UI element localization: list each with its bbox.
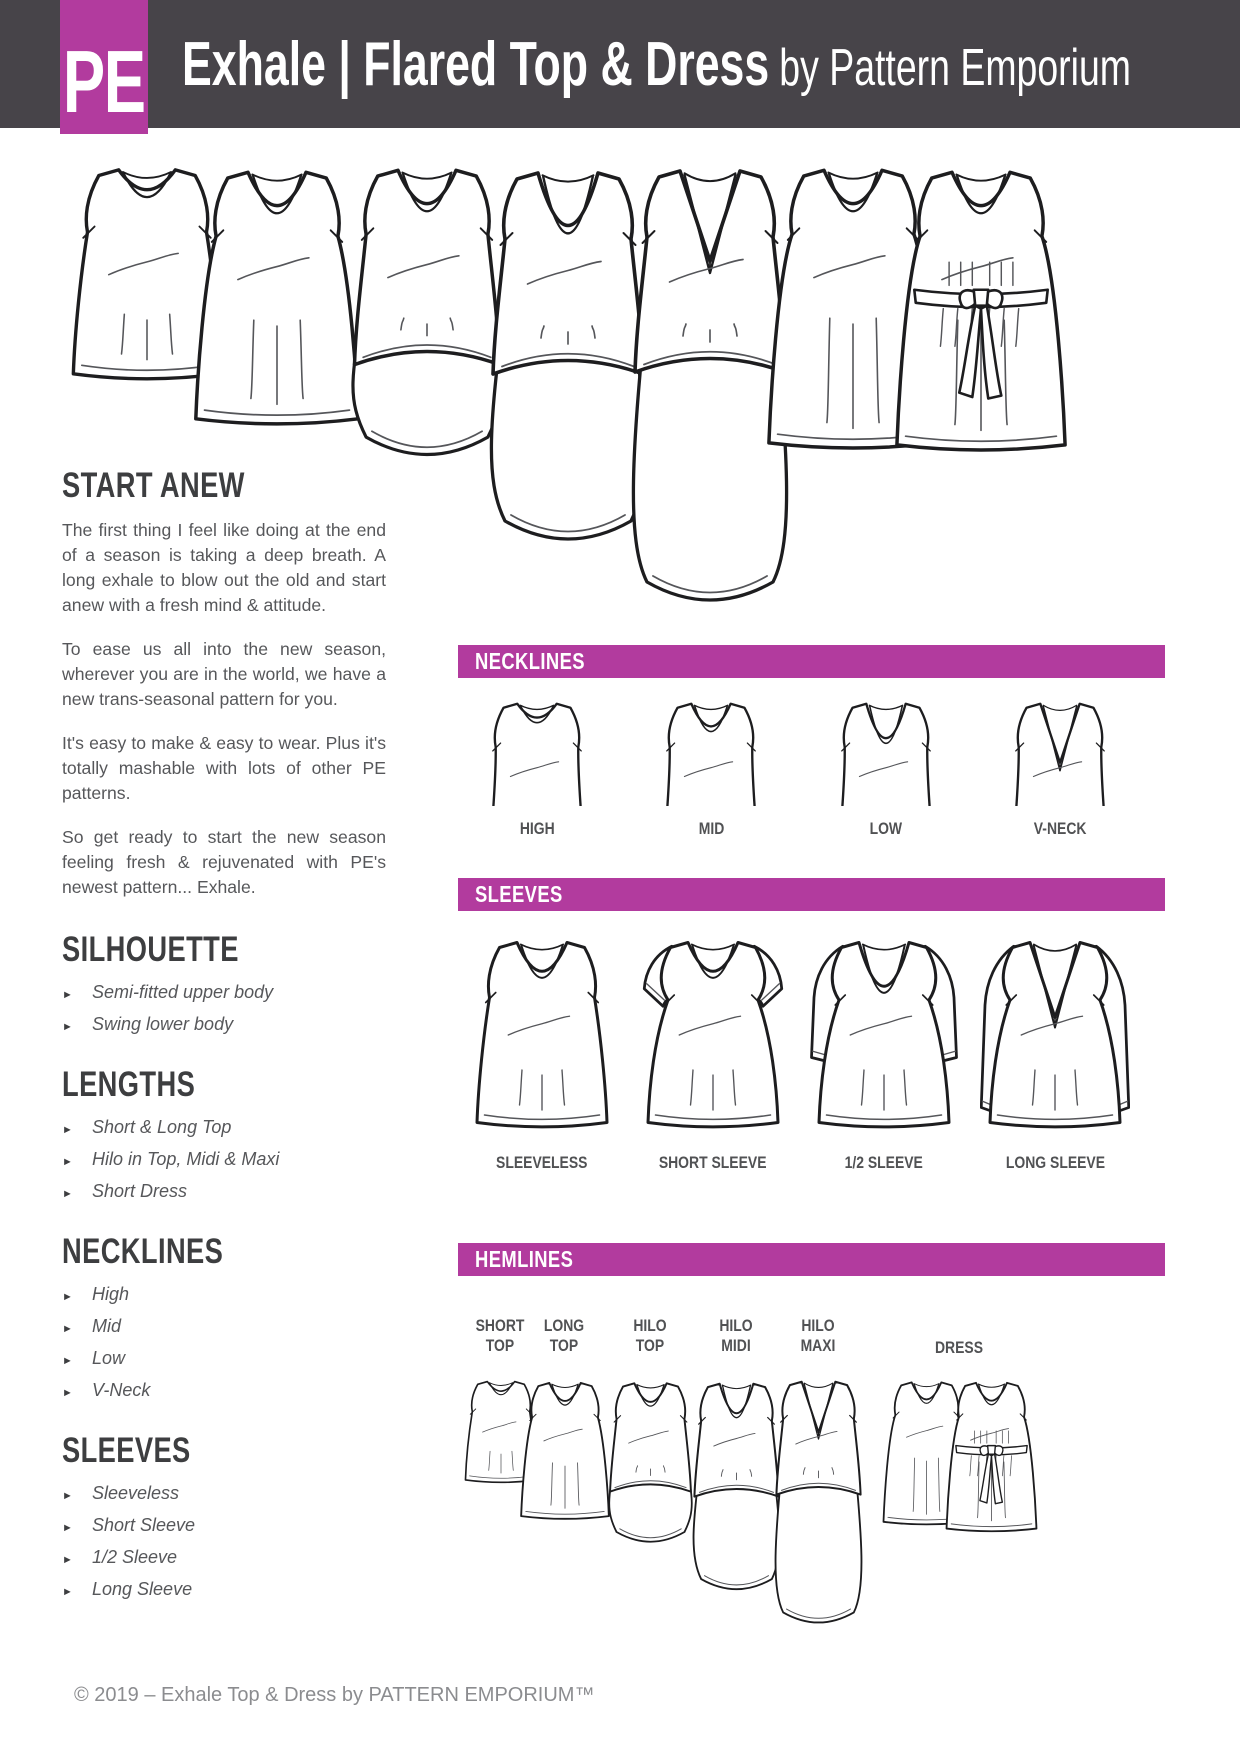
- section-heading-text: SLEEVES: [62, 1431, 191, 1470]
- hemlines-panel: [458, 1243, 1165, 1613]
- hero-sketch-dress-with-tie: [894, 152, 1068, 465]
- bullet-triangle-icon: ►: [62, 1323, 73, 1335]
- feature-list-item-label: Hilo in Top, Midi & Maxi: [92, 1149, 280, 1169]
- bullet-triangle-icon: ►: [62, 1156, 73, 1168]
- hemline-sketch-hilo-maxi: [768, 1370, 869, 1636]
- figure-label: LOW: [869, 819, 902, 839]
- feature-list-item: [62, 982, 386, 1003]
- hemline-label-hilo-maxi: [770, 1316, 866, 1355]
- copyright-line: © 2019 – Exhale Top & Dress by PATTERN EMPORIUM™: [74, 1684, 595, 1706]
- feature-list: [62, 1483, 386, 1600]
- bullet-triangle-icon: ►: [62, 1021, 73, 1033]
- garment-drawing: [945, 1372, 1038, 1539]
- feature-list-item: [62, 1579, 386, 1600]
- bullet-triangle-icon: ►: [62, 1490, 73, 1502]
- sketch-top-short-sleeve: [638, 925, 788, 1145]
- feature-list-item-label: V-Neck: [92, 1380, 151, 1400]
- feature-list-item-label: Mid: [92, 1316, 122, 1336]
- figure-tank-mid: [636, 690, 786, 839]
- feature-list: [62, 1284, 386, 1401]
- garment-drawing: [980, 925, 1130, 1140]
- bullet-triangle-icon: ►: [62, 1554, 73, 1566]
- hemline-label-line: MIDI: [721, 1335, 751, 1355]
- section-heading-text: LENGTHS: [62, 1065, 196, 1104]
- figure-label: MID: [698, 819, 725, 839]
- feature-list-item-label: Long Sleeve: [92, 1579, 193, 1599]
- intro-paragraph: The first thing I feel like doing at the end of a season is taking a deep breath. A long exhale to blow out the old and start anew with a fresh mind & attitude.: [62, 520, 386, 615]
- garment-drawing: [638, 925, 788, 1140]
- feature-list-item: [62, 1547, 386, 1568]
- sleeves-banner: SLEEVES: [458, 878, 1165, 911]
- hemline-label-line: DRESS: [934, 1338, 984, 1357]
- intro-paragraph: To ease us all into the new season, wherever you are in the world, we have a new trans-seasonal pattern for you.: [62, 639, 386, 709]
- sketch-top-sleeveless: [467, 925, 617, 1145]
- figure-label: 1/2 SLEEVE: [844, 1153, 924, 1172]
- feature-list-item-label: Semi-fitted upper body: [92, 982, 274, 1002]
- feature-list-item-label: High: [92, 1284, 130, 1304]
- feature-list-item: [62, 1348, 386, 1369]
- garment-drawing: [1001, 690, 1119, 806]
- figure-tank-high: [462, 690, 612, 839]
- hemline-label-line: HILO: [801, 1316, 835, 1335]
- garment-drawing: [894, 152, 1068, 465]
- bullet-triangle-icon: ►: [62, 1291, 73, 1303]
- garment-drawing: [827, 690, 945, 806]
- hemline-label-dress: [911, 1338, 1007, 1358]
- feature-list-item: [62, 1117, 386, 1138]
- left-column: [62, 466, 386, 1611]
- hemline-label-line: SHORT: [475, 1316, 525, 1335]
- bullet-triangle-icon: ►: [62, 989, 73, 1001]
- necklines-panel: [458, 645, 1165, 839]
- sketch-tank-high: [478, 690, 596, 811]
- hemline-label-line: HILO: [633, 1316, 667, 1335]
- bullet-triangle-icon: ►: [62, 1355, 73, 1367]
- hemline-sketch-long-top: [518, 1372, 612, 1527]
- figure-label: SHORT SLEEVE: [659, 1153, 767, 1172]
- hemline-label-line: TOP: [635, 1335, 665, 1355]
- feature-list-item: [62, 1380, 386, 1401]
- intro-paragraph: It's easy to make & easy to wear. Plus it's totally mashable with lots of other PE patterns.: [62, 733, 386, 803]
- sleeves-panel: [458, 878, 1165, 1173]
- figure-top-short-sleeve: [633, 925, 793, 1173]
- hemline-label-line: TOP: [485, 1335, 515, 1355]
- hemline-label-line: HILO: [719, 1316, 753, 1335]
- feature-list-item: [62, 1149, 386, 1170]
- hemline-label-line: LONG: [543, 1316, 585, 1335]
- garment-drawing: [602, 1372, 699, 1555]
- figure-top-half-sleeve: [804, 925, 964, 1173]
- feature-list-item: [62, 1316, 386, 1337]
- figure-top-long-sleeve: [975, 925, 1135, 1173]
- garment-drawing: [478, 690, 596, 806]
- figure-top-sleeveless: [462, 925, 622, 1173]
- feature-list-item: [62, 1483, 386, 1504]
- hemline-label-long-top: [516, 1316, 612, 1355]
- garment-drawing: [768, 1370, 869, 1636]
- figure-label: V-NECK: [1033, 819, 1087, 839]
- bullet-triangle-icon: ►: [62, 1586, 73, 1598]
- feature-list-item-label: Short Sleeve: [92, 1515, 196, 1535]
- feature-list-item: [62, 1014, 386, 1035]
- section-heading-silhouette: [62, 930, 386, 970]
- feature-list-item-label: Short & Long Top: [92, 1117, 232, 1137]
- feature-list-item-label: 1/2 Sleeve: [92, 1547, 178, 1567]
- sleeves-figure-row: [458, 925, 1165, 1173]
- bullet-triangle-icon: ►: [62, 1188, 73, 1200]
- garment-drawing: [652, 690, 770, 806]
- section-heading-text: NECKLINES: [62, 1232, 224, 1271]
- figure-tank-v: [985, 690, 1135, 839]
- hero-sketch-long-top: [190, 152, 364, 439]
- figure-tank-low: [811, 690, 961, 839]
- necklines-figure-row: [458, 690, 1165, 839]
- bullet-triangle-icon: ►: [62, 1387, 73, 1399]
- feature-list: [62, 1117, 386, 1202]
- bullet-triangle-icon: ►: [62, 1124, 73, 1136]
- hemline-label-line: MAXI: [800, 1335, 836, 1355]
- section-heading-sleeves: [62, 1431, 386, 1471]
- figure-label: SLEEVELESS: [496, 1153, 588, 1172]
- bullet-triangle-icon: ►: [62, 1522, 73, 1534]
- sketch-top-long-sleeve: [980, 925, 1130, 1145]
- section-heading-necklines: [62, 1232, 386, 1272]
- sketch-tank-v: [1001, 690, 1119, 811]
- section-heading-text: SILHOUETTE: [62, 930, 239, 969]
- pe-logo-text: PE: [63, 32, 145, 131]
- feature-list-item-label: Swing lower body: [92, 1014, 234, 1034]
- hemline-sketch-dress-with-tie: [945, 1372, 1038, 1539]
- feature-list-item-label: Sleeveless: [92, 1483, 180, 1503]
- page-title-by: by Pattern Emporium: [779, 38, 1131, 97]
- intro-paragraphs: [62, 518, 386, 900]
- feature-list-item: [62, 1515, 386, 1536]
- garment-drawing: [809, 925, 959, 1140]
- intro-paragraph: So get ready to start the new season feeling fresh & rejuvenated with PE's newest pattern... Exhale.: [62, 827, 386, 897]
- feature-list-item: [62, 1284, 386, 1305]
- feature-list-item-label: Short Dress: [92, 1181, 188, 1201]
- garment-drawing: [518, 1372, 612, 1527]
- necklines-banner: NECKLINES: [458, 645, 1165, 678]
- section-heading-lengths: [62, 1065, 386, 1105]
- feature-list: [62, 982, 386, 1035]
- hemlines-banner: HEMLINES: [458, 1243, 1165, 1276]
- figure-label: LONG SLEEVE: [1005, 1153, 1105, 1172]
- hemline-label-hilo-top: [602, 1316, 698, 1355]
- garment-drawing: [190, 152, 364, 439]
- hemline-label-line: TOP: [549, 1335, 579, 1355]
- intro-heading: START ANEW: [62, 466, 245, 505]
- feature-list-item-label: Low: [92, 1348, 126, 1368]
- sketch-tank-mid: [652, 690, 770, 811]
- hemline-sketch-hilo-top: [602, 1372, 699, 1555]
- sketch-tank-low: [827, 690, 945, 811]
- sketch-top-half-sleeve: [809, 925, 959, 1145]
- feature-list-item: [62, 1181, 386, 1202]
- figure-label: HIGH: [519, 819, 555, 839]
- page-title-main: Exhale | Flared Top & Dress: [182, 29, 770, 99]
- garment-drawing: [467, 925, 617, 1140]
- left-sections: [62, 930, 386, 1600]
